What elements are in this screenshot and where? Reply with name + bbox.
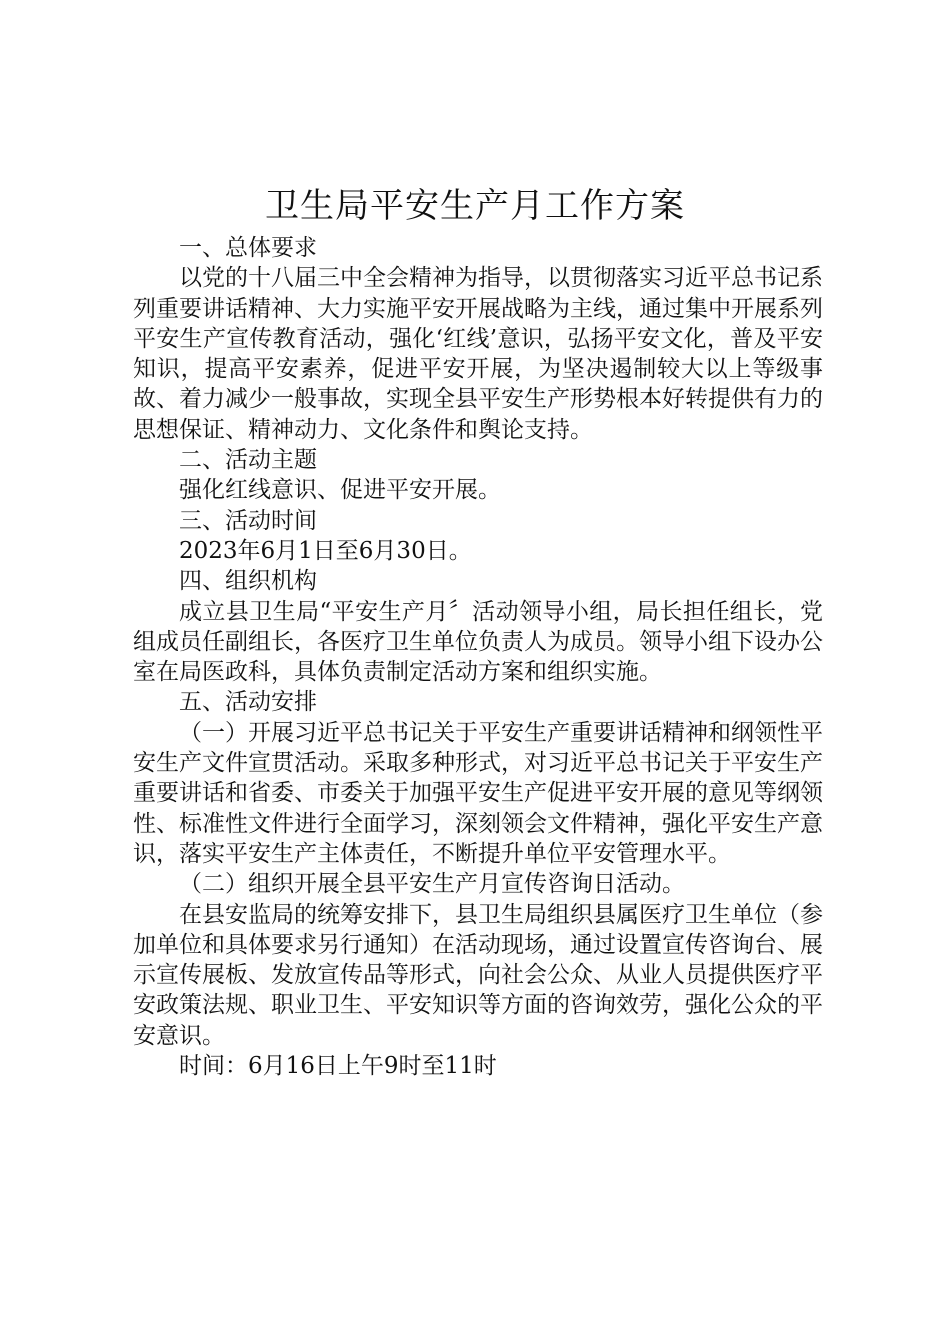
paragraph-activity-theme: 强化红线意识、促进平安开展。 (179, 477, 501, 504)
section-heading-general-requirements: 一、总体要求 (179, 235, 317, 261)
document-title: 卫生局平安生产月工作方案 (265, 186, 685, 226)
paragraph-organization: 成立县卫生局“平安生产月〞活动领导小组，局长担任组长，党组成员任副组长，各医疗卫生单位负责人为成员。领导小组下设办公室在局医政科，具体负责制定活动方案和组织实施。 (133, 598, 823, 686)
section-heading-activity-time: 三、活动时间 (179, 507, 317, 534)
paragraph-arrangement-item-2-detail: 在县安监局的统筹安排下，县卫生局组织县属医疗卫生单位（参加单位和具体要求另行通知）在活动现场，通过设置宣传咨询台、展示宣传展板、发放宣传品等形式，向社会公众、从业人员提供医疗平安政策法规、职业卫生、平安知识等方面的咨询效劳，强化公众的平安意识。 (133, 901, 823, 1049)
paragraph-arrangement-time: 时间：6月16日上午9时至11时 (179, 1053, 497, 1080)
document-body (133, 233, 823, 1081)
paragraph-arrangement-item-2: （二）组织开展全县平安生产月宣传咨询日活动。 (179, 871, 685, 898)
paragraph-arrangement-item-1: （一）开展习近平总书记关于平安生产重要讲话精神和纲领性平安生产文件宣贯活动。采取多种形式，对习近平总书记关于平安生产重要讲话和省委、市委关于加强平安生产促进平安开展的意见等纲领性、标准性文件进行全面学习，深刻领会文件精神，强化平安生产意识，落实平安生产主体责任，不断提升单位平安管理水平。 (133, 719, 823, 867)
paragraph-activity-time: 2023年6月1日至6月30日。 (179, 537, 472, 564)
section-heading-activity-theme: 二、活动主题 (179, 447, 317, 474)
section-heading-activity-arrangement: 五、活动安排 (179, 689, 317, 716)
section-heading-organization: 四、组织机构 (179, 568, 317, 595)
paragraph-general-requirements: 以党的十八届三中全会精神为指导，以贯彻落实习近平总书记系列重要讲话精神、大力实施平安开展战略为主线，通过集中开展系列平安生产宣传教育活动，强化‘红线’意识，弘扬平安文化，普及平安知识，提高平安素养，促进平安开展，为坚决遏制较大以上等级事故、着力减少一般事故，实现全县平安生产形势根本好转提供有力的思想保证、精神动力、文化条件和舆论支持。 (133, 265, 823, 443)
